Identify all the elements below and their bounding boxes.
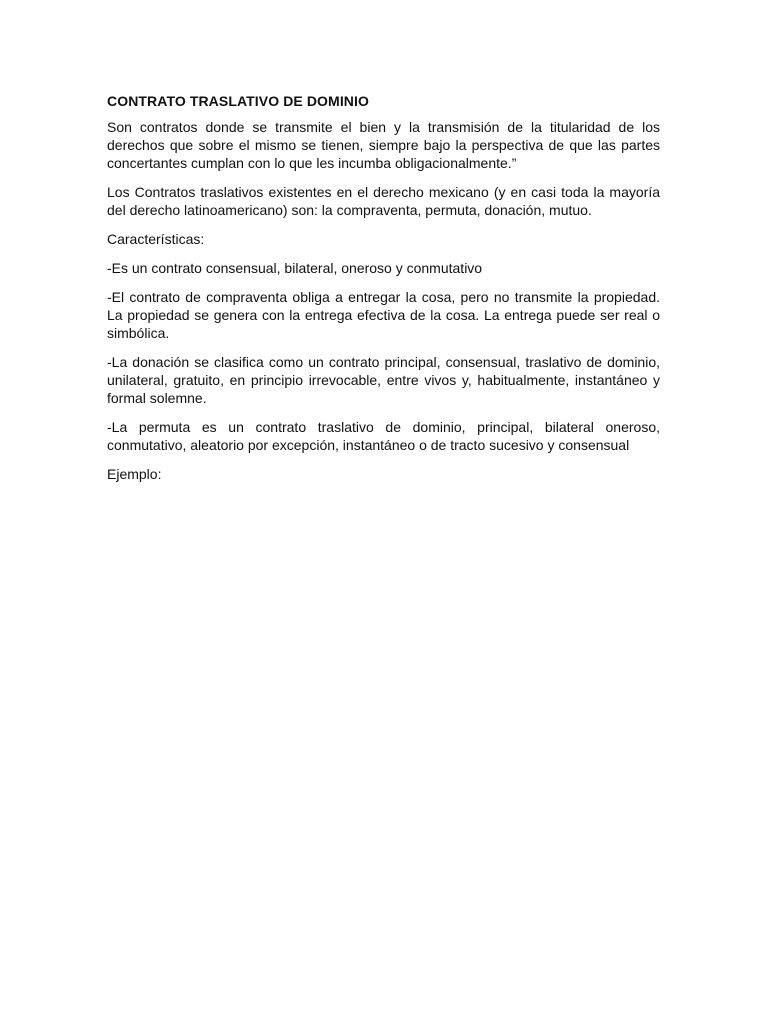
paragraph-permuta: -La permuta es un contrato traslativo de dominio, principal, bilateral oneroso, conmutativo, aleatorio por excepción, instantáneo o de tracto sucesivo y consensual — [107, 419, 660, 453]
paragraph-characteristics-heading: Características: — [107, 231, 205, 247]
paragraph-contract-types: Los Contratos traslativos existentes en el derecho mexicano (y en casi toda la mayoría del derecho latinoamericano) son: la compraventa, permuta, donación, mutuo. — [107, 184, 660, 218]
paragraph-donacion: -La donación se clasifica como un contrato principal, consensual, traslativo de dominio, unilateral, gratuito, en principio irrevocable, entre vivos y, habitualmente, instantáneo y formal solemne. — [107, 354, 660, 406]
document-title: CONTRATO TRASLATIVO DE DOMINIO — [107, 93, 369, 109]
paragraph-consensual: -Es un contrato consensual, bilateral, oneroso y conmutativo — [107, 260, 483, 276]
paragraph-example-heading: Ejemplo: — [107, 466, 162, 482]
paragraph-definition: Son contratos donde se transmite el bien y la transmisión de la titularidad de los derechos que sobre el mismo se tienen, siempre bajo la perspectiva de que las partes concertantes cumplan con lo que les incumba obligacionalmente.” — [107, 119, 660, 171]
document-page — [107, 92, 660, 494]
paragraph-compraventa: -El contrato de compraventa obliga a entregar la cosa, pero no transmite la propiedad. La propiedad se genera con la entrega efectiva de la cosa. La entrega puede ser real o simbólica. — [107, 289, 660, 341]
